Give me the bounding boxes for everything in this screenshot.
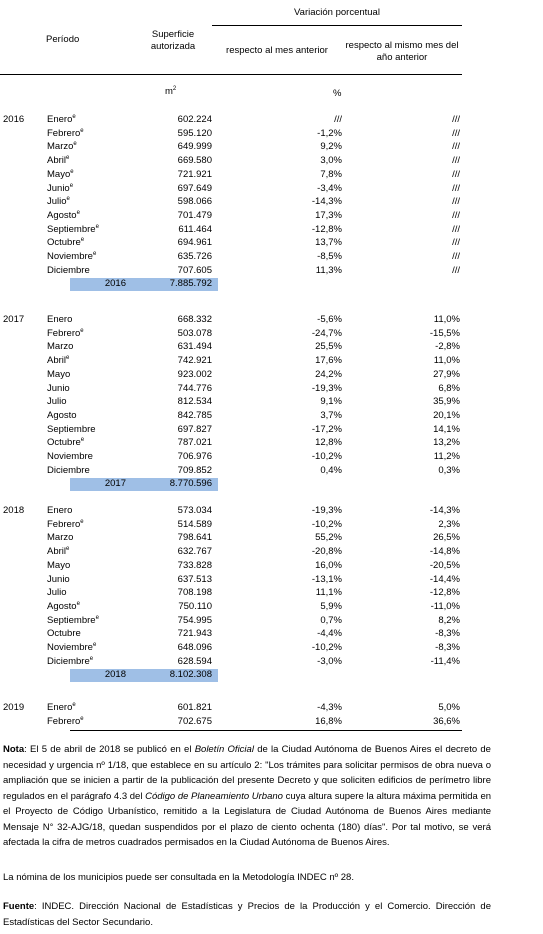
surface-value: 628.594 — [177, 655, 212, 667]
table-row — [0, 464, 543, 478]
table-row — [0, 545, 543, 559]
header-top-rule — [212, 25, 462, 26]
pct-vs-prev-year: /// — [452, 168, 460, 180]
pct-vs-prev-month: 55,2% — [315, 532, 342, 544]
pct-vs-prev-month: 5,9% — [320, 600, 342, 612]
pct-vs-prev-year: -20,5% — [429, 559, 460, 571]
surface-value: 709.852 — [177, 464, 212, 476]
table-row — [0, 436, 543, 450]
pct-vs-prev-year: /// — [452, 209, 460, 221]
surface-value: 812.534 — [177, 396, 212, 408]
pct-vs-prev-year: /// — [452, 251, 460, 262]
pct-vs-prev-month: -13,1% — [311, 573, 342, 585]
pct-vs-prev-month: 3,0% — [320, 155, 342, 167]
month-label: Diciembre — [47, 464, 90, 476]
pct-vs-prev-month: -10,2% — [311, 518, 342, 530]
pct-vs-prev-year: 20,1% — [433, 409, 460, 421]
surface-value: 721.943 — [177, 628, 212, 640]
pct-vs-prev-year: 8,2% — [438, 614, 460, 626]
pct-vs-prev-month: 0,4% — [320, 464, 342, 476]
month-label: Septiembre — [47, 423, 96, 435]
surface-value: 632.767 — [177, 546, 212, 558]
surface-value: 702.675 — [177, 715, 212, 727]
table-row — [0, 423, 543, 437]
surface-value: 742.921 — [177, 355, 212, 367]
surface-value: 706.976 — [177, 451, 212, 462]
pct-vs-prev-month: 7,8% — [320, 168, 342, 180]
year-label: 2017 — [3, 314, 25, 325]
pct-vs-prev-year: 26,5% — [433, 532, 460, 544]
month-label: Septiembre$^e$ — [47, 223, 99, 235]
year-label: 2018 — [3, 505, 25, 516]
pct-vs-prev-year: /// — [452, 196, 460, 208]
month-label: Enero$^e$ — [47, 113, 76, 125]
pct-vs-prev-year: /// — [452, 141, 460, 153]
pct-vs-prev-year: -11,4% — [430, 655, 460, 667]
note-paragraph: Nota: El 5 de abril de 2018 se publicó en el Boletín Oficial de la Ciudad Autónoma de Buenos Aires el decreto de necesidad y urgencia nº 1/18, que establece en su artículo 2: "Los trámites para solicitar permisos de obra nueva o ampliación que se inicien a partir de la publicación del presente Decreto y que soliciten edificios de perímetro libre regulados en el parágrafo 4.3 del Código de Planeamiento Urbano cuya altura supere la altura máxima permitida en el Proyecto de Código Urbanístico, remitido a la Legislatura de Ciudad Autónoma de Buenos Aires mediante Mensaje N° 32-AJG/18, quedan suspendidos por el plazo de ciento ochenta (180) días". Por tal motivo, se verá afectada la cifra de metros cuadrados permisados en la Ciudad Autónoma de Buenos Aires. — [3, 744, 492, 848]
table-row — [0, 368, 543, 382]
pct-vs-prev-year: 11,0% — [433, 355, 460, 367]
surface-value: 595.120 — [177, 127, 212, 139]
surface-value: 697.649 — [177, 182, 212, 194]
table-row — [0, 113, 543, 127]
month-label: Julio — [47, 587, 67, 599]
table-row — [0, 409, 543, 423]
table-row — [0, 701, 543, 715]
table-row — [0, 395, 543, 409]
table-row — [0, 236, 543, 250]
pct-vs-prev-year: 35,9% — [433, 396, 460, 408]
month-label: Febrero$^e$ — [47, 127, 84, 139]
month-label: Noviembre$^e$ — [47, 641, 97, 653]
pct-vs-prev-year: -15,5% — [429, 327, 460, 339]
surface-value: 573.034 — [177, 505, 212, 516]
pct-vs-prev-month: 12,8% — [315, 437, 342, 449]
pct-vs-prev-month: /// — [334, 114, 342, 125]
month-label: Julio — [47, 396, 67, 408]
pct-vs-prev-year: 13,2% — [433, 437, 460, 449]
pct-vs-prev-month: -12,8% — [311, 223, 342, 235]
table-row — [0, 450, 543, 464]
table-row — [0, 504, 543, 518]
pct-vs-prev-month: 11,3% — [315, 264, 342, 276]
pct-vs-prev-month: 17,6% — [315, 355, 342, 367]
total-surface-value: 8.770.596 — [169, 478, 212, 490]
pct-vs-prev-year: -14,8% — [429, 546, 460, 558]
month-label: Marzo$^e$ — [47, 141, 77, 153]
surface-value: 798.641 — [177, 532, 212, 544]
total-row — [0, 477, 543, 491]
table-row — [0, 627, 543, 641]
month-label: Febrero$^e$ — [47, 327, 84, 339]
pct-vs-prev-year: 2,3% — [438, 518, 460, 530]
pct-vs-prev-month: 16,0% — [315, 559, 342, 571]
pct-vs-prev-year: /// — [452, 155, 460, 167]
table-row — [0, 354, 543, 368]
month-label: Enero — [47, 505, 73, 516]
table-row — [0, 518, 543, 532]
period-header: Período — [46, 34, 80, 45]
table-row — [0, 140, 543, 154]
surface-value: 648.096 — [177, 642, 212, 653]
surface-value: 754.995 — [177, 614, 212, 626]
surface-header: Superficie autorizada — [150, 29, 196, 52]
month-label: Junio — [47, 382, 70, 394]
table-row — [0, 641, 543, 655]
table-row — [0, 250, 543, 264]
total-year-label: 2016 — [104, 278, 126, 290]
table-row — [0, 264, 543, 278]
unit-pct: % — [333, 88, 342, 99]
variation-header: Variación porcentual — [294, 7, 380, 18]
surface-value: 669.580 — [177, 155, 212, 167]
month-label: Enero — [47, 314, 73, 325]
header-bottom-rule — [0, 74, 462, 75]
month-label: Noviembre — [47, 451, 93, 462]
pct-vs-prev-year: -2,8% — [435, 341, 460, 353]
surface-value: 635.726 — [177, 251, 212, 262]
pct-vs-prev-year: /// — [452, 182, 460, 194]
surface-value: 694.961 — [177, 237, 212, 249]
pct-vs-prev-year: /// — [452, 223, 460, 235]
table-row — [0, 559, 543, 573]
total-surface-value: 7.885.792 — [169, 278, 212, 290]
pct-vs-prev-month: -14,3% — [311, 196, 342, 208]
surface-value: 733.828 — [177, 559, 212, 571]
pct-vs-prev-year: -12,8% — [429, 587, 460, 599]
pct-vs-prev-month: 0,7% — [320, 614, 342, 626]
pct-vs-prev-year: 36,6% — [433, 715, 460, 727]
table-bottom-rule — [70, 730, 462, 731]
pct-vs-prev-month: 3,7% — [320, 409, 342, 421]
pct-vs-prev-month: 25,5% — [315, 341, 342, 353]
month-label: Agosto$^e$ — [47, 209, 80, 221]
surface-value: 598.066 — [177, 196, 212, 208]
surface-value: 649.999 — [177, 141, 212, 153]
pct-vs-prev-year: -8,3% — [435, 642, 460, 653]
month-label: Mayo$^e$ — [47, 168, 74, 180]
month-label: Marzo — [47, 532, 74, 544]
municipios-note: La nómina de los municipios puede ser consultada en la Metodología INDEC nº 28. — [3, 872, 354, 883]
table-row — [0, 127, 543, 141]
pct-vs-prev-month: -8,5% — [317, 251, 342, 262]
pct-vs-prev-month: 16,8% — [315, 715, 342, 727]
surface-value: 721.921 — [177, 168, 212, 180]
pct-vs-prev-year: /// — [452, 127, 460, 139]
pct-vs-prev-month: -4,4% — [317, 628, 342, 640]
pct-vs-prev-month: -1,2% — [317, 127, 342, 139]
surface-value: 631.494 — [177, 341, 212, 353]
month-label: Febrero$^e$ — [47, 715, 84, 727]
month-label: Julio$^e$ — [47, 196, 70, 208]
surface-value: 923.002 — [177, 368, 212, 380]
table-row — [0, 600, 543, 614]
total-surface-value: 8.102.308 — [169, 669, 212, 681]
pct-vs-prev-year: 11,0% — [433, 314, 460, 325]
month-label: Mayo — [47, 559, 71, 571]
total-row — [0, 668, 543, 682]
surface-value: 514.589 — [177, 518, 212, 530]
month-label: Abril$^e$ — [47, 154, 70, 167]
table-row — [0, 195, 543, 209]
surface-value: 668.332 — [177, 314, 212, 325]
surface-value: 842.785 — [177, 409, 212, 421]
surface-value: 611.464 — [178, 223, 212, 235]
pct-vs-prev-month: 17,3% — [315, 209, 342, 221]
pct-vs-prev-month: -20,8% — [311, 546, 342, 558]
month-label: Noviembre$^e$ — [47, 250, 97, 262]
vs-prev-month-header: respecto al mes anterior — [226, 45, 328, 56]
pct-vs-prev-year: /// — [452, 114, 460, 125]
surface-value: 744.776 — [177, 382, 212, 394]
pct-vs-prev-year: 14,1% — [433, 423, 460, 435]
table-row — [0, 340, 543, 354]
pct-vs-prev-month: 24,2% — [315, 368, 342, 380]
pct-vs-prev-month: -3,4% — [317, 182, 342, 194]
pct-vs-prev-month: -5,6% — [317, 314, 342, 325]
pct-vs-prev-month: -19,3% — [311, 505, 342, 516]
pct-vs-prev-year: /// — [452, 264, 460, 276]
month-label: Marzo — [47, 341, 74, 353]
surface-value: 787.021 — [177, 437, 212, 449]
total-year-label: 2018 — [104, 669, 126, 681]
month-label: Agosto$^e$ — [47, 600, 80, 612]
pct-vs-prev-year: 5,0% — [438, 702, 460, 713]
table-row — [0, 182, 543, 196]
table-row — [0, 168, 543, 182]
vs-prev-year-header: respecto al mismo mes del año anterior — [345, 40, 459, 63]
pct-vs-prev-year: -11,0% — [430, 600, 460, 612]
surface-value: 637.513 — [177, 573, 212, 585]
surface-value: 602.224 — [177, 114, 212, 125]
table-row — [0, 327, 543, 341]
pct-vs-prev-month: 9,1% — [320, 396, 342, 408]
table-row — [0, 655, 543, 669]
surface-value: 601.821 — [177, 702, 212, 713]
pct-vs-prev-month: 9,2% — [320, 141, 342, 153]
pct-vs-prev-year: 0,3% — [438, 464, 460, 476]
month-label: Abril$^e$ — [47, 545, 70, 558]
surface-value: 707.605 — [177, 264, 212, 276]
total-row — [0, 277, 543, 291]
month-label: Enero$^e$ — [47, 701, 76, 713]
table-row — [0, 531, 543, 545]
year-label: 2019 — [3, 702, 25, 713]
unit-surface: $m^2$ — [165, 85, 177, 97]
month-label: Octubre — [47, 628, 81, 640]
surface-value: 697.827 — [177, 423, 212, 435]
pct-vs-prev-year: 6,8% — [438, 382, 460, 394]
table-row — [0, 573, 543, 587]
pct-vs-prev-month: -4,3% — [317, 702, 342, 713]
month-label: Diciembre$^e$ — [47, 655, 94, 667]
surface-value: 701.479 — [177, 209, 212, 221]
table-row — [0, 223, 543, 237]
month-label: Mayo — [47, 368, 71, 380]
pct-vs-prev-month: -10,2% — [311, 451, 342, 462]
year-label: 2016 — [3, 114, 25, 125]
pct-vs-prev-month: -17,2% — [311, 423, 342, 435]
table-row — [0, 715, 543, 729]
pct-vs-prev-year: 11,2% — [433, 451, 460, 462]
month-label: Diciembre — [47, 264, 90, 276]
month-label: Octubre$^e$ — [47, 437, 85, 449]
pct-vs-prev-month: 11,1% — [315, 587, 342, 599]
surface-value: 750.110 — [178, 600, 212, 612]
table-row — [0, 154, 543, 168]
source-note: Fuente: INDEC. Dirección Nacional de Estadísticas y Precios de la Producción y el Comercio. Dirección de Estadísticas del Sector Secundario. — [3, 901, 491, 928]
table-row — [0, 382, 543, 396]
table-row — [0, 313, 543, 327]
surface-value: 503.078 — [177, 327, 212, 339]
table-row — [0, 209, 543, 223]
pct-vs-prev-year: -14,3% — [429, 505, 460, 516]
pct-vs-prev-month: -10,2% — [311, 642, 342, 653]
pct-vs-prev-month: -24,7% — [311, 327, 342, 339]
pct-vs-prev-month: -19,3% — [311, 382, 342, 394]
month-label: Junio — [47, 573, 70, 585]
pct-vs-prev-year: 27,9% — [433, 368, 460, 380]
pct-vs-prev-year: -8,3% — [435, 628, 460, 640]
table-row — [0, 614, 543, 628]
month-label: Septiembre$^e$ — [47, 614, 99, 626]
surface-value: 708.198 — [177, 587, 212, 599]
month-label: Abril$^e$ — [47, 354, 70, 367]
month-label: Octubre$^e$ — [47, 237, 85, 249]
pct-vs-prev-year: /// — [452, 237, 460, 249]
table-row — [0, 586, 543, 600]
month-label: Junio$^e$ — [47, 182, 74, 194]
total-year-label: 2017 — [104, 478, 126, 490]
pct-vs-prev-year: -14,4% — [429, 573, 460, 585]
pct-vs-prev-month: -3,0% — [317, 655, 342, 667]
month-label: Febrero$^e$ — [47, 518, 84, 530]
month-label: Agosto — [47, 409, 77, 421]
pct-vs-prev-month: 13,7% — [315, 237, 342, 249]
